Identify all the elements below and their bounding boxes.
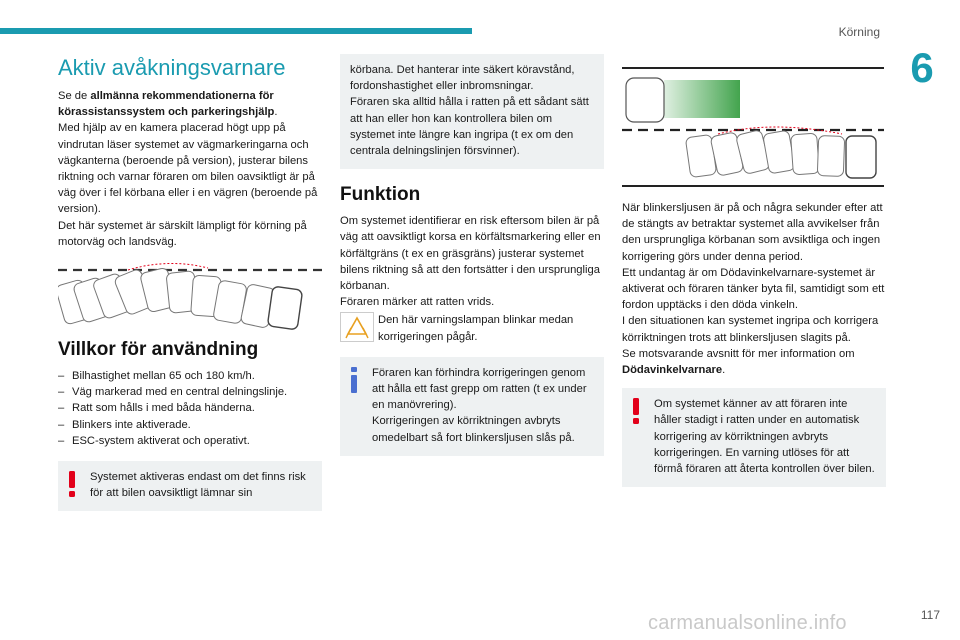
function-paragraph-2: Föraren märker att ratten vrids. bbox=[340, 296, 495, 309]
function-paragraph: Om systemet identifierar en risk eftersom bilen är på väg att oavsiktligt korsa en körfältsmarkering eller en körfältgräns (t ex en gräsgräns) justerar systemet bilens riktning så att den fortsätter i den ursprungliga körbanan. bbox=[340, 215, 601, 293]
reference-prefix: Se motsvarande avsnitt för mer information om bbox=[622, 347, 855, 360]
warning-exclamation-icon bbox=[632, 398, 646, 424]
warning-box-continued bbox=[340, 54, 604, 169]
intro-bold-link: allmänna rekommendationerna för körassistanssystem och parkeringshjälp bbox=[58, 90, 275, 119]
info-text-2: Korrigeringen av körriktningen avbryts omedelbart så fort blinkersljusen slås på. bbox=[372, 415, 575, 444]
warning-box bbox=[58, 461, 322, 511]
column-3 bbox=[622, 54, 886, 487]
list-item: – Väg markerad med en central delningslinje. bbox=[58, 384, 322, 400]
column-1 bbox=[58, 54, 322, 511]
box-continued-text-2: Föraren ska alltid hålla i ratten på ett sådant sätt att han eller hon kan kontrollera bilen om systemet inte längre kan ingripa (t ex om den centrala delningslinjen försvinner). bbox=[350, 96, 589, 158]
list-item: – Ratt som hålls i med båda händerna. bbox=[58, 400, 322, 416]
lane-correction-illustration bbox=[622, 64, 886, 188]
chapter-number: 6 bbox=[910, 44, 934, 91]
warning-box-2 bbox=[622, 388, 886, 487]
intro-suffix: . bbox=[274, 106, 278, 119]
warning-exclamation-icon bbox=[68, 471, 82, 497]
intro-paragraph bbox=[58, 88, 322, 120]
warning-text: Systemet aktiveras endast om det finns risk för att bilen oavsiktligt lämnar sin bbox=[90, 471, 306, 500]
reference-paragraph bbox=[622, 346, 886, 378]
header-accent-bar bbox=[0, 28, 472, 34]
list-item: – ESC-system aktiverat och operativt. bbox=[58, 433, 322, 449]
warning-lamp-row bbox=[340, 312, 604, 344]
section-title: Körning bbox=[838, 25, 880, 39]
exception-paragraph: Ett undantag är om Dödavinkelvarnare-systemet är aktiverat och föraren tänker byta fil, samtidigt som ett fordon upptäcks i den döda vinkeln. bbox=[622, 266, 885, 312]
suitability-paragraph: Det här systemet är särskilt lämpligt för körning på motorväg och landsväg. bbox=[58, 219, 307, 248]
lamp-text: Den här varningslampan blinkar medan korrigeringen pågår. bbox=[378, 314, 574, 343]
reference-suffix: . bbox=[722, 364, 726, 377]
conditions-heading: Villkor för användning bbox=[58, 339, 259, 361]
list-item: – Bilhastighet mellan 65 och 180 km/h. bbox=[58, 368, 322, 384]
info-box bbox=[340, 357, 604, 456]
warning-text-2: Om systemet känner av att föraren inte håller stadigt i ratten under en automatisk korrigering av körriktningen avbryts korrigeringen. En varning utlöses för att förmå föraren att återta kontrollen över bilen. bbox=[654, 398, 875, 476]
situation-paragraph: I den situationen kan systemet ingripa och korrigera körriktningen trots att blinkersljusen slagits på. bbox=[622, 315, 879, 344]
page-number: 117 bbox=[920, 608, 940, 622]
intro-prefix: Se de bbox=[58, 90, 91, 102]
box-continued-text: körbana. Det hanterar inte säkert köravstånd, fordonshastighet eller inbromsningar. bbox=[350, 64, 575, 93]
blinker-paragraph: När blinkersljusen är på och några sekunder efter att de stängts av betraktar systemet alla avvikelser från den ursprungliga körbanan som avsiktliga och ingen korrigering görs under denna period. bbox=[622, 202, 883, 263]
info-i-icon bbox=[350, 367, 364, 393]
info-text: Föraren kan förhindra korrigeringen genom att hålla ett fast grepp om ratten (t ex under en manövrering). bbox=[372, 366, 587, 412]
column-2 bbox=[340, 54, 604, 456]
function-heading: Funktion bbox=[340, 184, 421, 206]
conditions-list bbox=[58, 368, 322, 449]
list-item: – Blinkers inte aktiverade. bbox=[58, 417, 322, 433]
lane-assist-warning-lamp-icon bbox=[340, 312, 374, 342]
blind-spot-reference: Dödavinkelvarnare bbox=[622, 364, 723, 377]
lane-departure-illustration bbox=[58, 258, 322, 330]
watermark: carmanualsonline.info bbox=[648, 612, 847, 634]
page-title: Aktiv avåkningsvarnare bbox=[58, 55, 286, 80]
description-paragraph: Med hjälp av en kamera placerad högt upp på vindrutan läser systemet av vägmarkeringarna och vägkanterna (beroende på version), justerar bilens riktning och varnar föraren om bilen oavsiktligt är på väg över i fel körbana eller i en vägren (beroende på version). bbox=[58, 122, 318, 216]
